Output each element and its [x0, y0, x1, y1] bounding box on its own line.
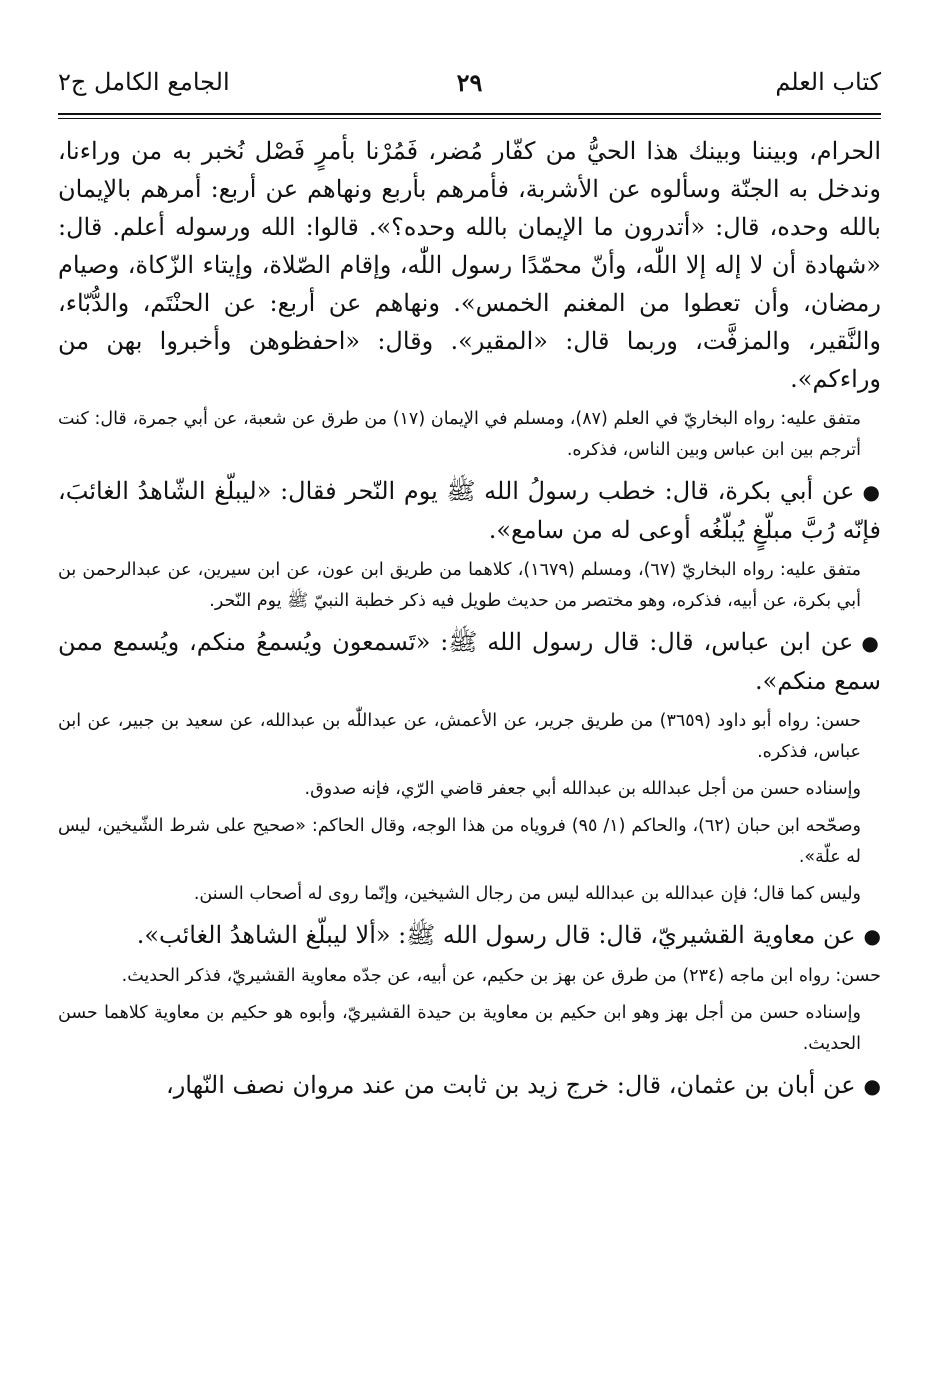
hadith-text: [58, 623, 881, 700]
paragraph-text: وليس كما قال؛ فإن عبدالله بن عبدالله ليس من رجال الشيخين، وإنّما روى له أصحاب السنن.: [193, 884, 861, 904]
hadith-text: [58, 472, 881, 549]
paragraph-text: حسن: رواه ابن ماجه (٢٣٤) من طرق عن بهز بن حكيم، عن أبيه، عن جدّه معاوية القشيريّ، فذكر الحديث.: [121, 966, 881, 986]
takhrij-note: [58, 706, 881, 768]
paragraph-text: متفق عليه: رواه البخاريّ (٦٧)، ومسلم (١٦٧٩)، كلاهما من طريق ابن عون، عن ابن سيرين، عن عبدالرحمن بن أبي بكرة، عن أبيه، فذكره، وهو مختصر من حديث طويل فيه ذكر خطبة النبيّ ﷺ يوم النّحر.: [58, 560, 861, 611]
hadith-text: [58, 1066, 881, 1105]
header-rule-thick: [58, 113, 881, 115]
takhrij-note: [58, 879, 881, 910]
paragraph-text: وإسناده حسن من أجل بهز وهو ابن حكيم بن معاوية بن حيدة القشيريّ، وأبوه هو حكيم بن معاوية كلاهما حسن الحديث.: [58, 1003, 861, 1054]
paragraph-text: وصحّحه ابن حبان (٦٢)، والحاكم (١/ ٩٥) فروياه من هذا الوجه، وقال الحاكم: «صحيح على شرط الشّيخين، ليس له علّة».: [58, 816, 862, 867]
running-header: [58, 62, 881, 106]
takhrij-note: [58, 404, 881, 466]
takhrij-note: [58, 961, 881, 992]
takhrij-note: [58, 811, 881, 873]
paragraph-text: عن أبان بن عثمان، قال: خرج زيد بن ثابت من عند مروان نصف النّهار،: [165, 1071, 856, 1099]
bullet-icon: ●: [862, 480, 881, 504]
paragraph-text: متفق عليه: رواه البخاريّ في العلم (٨٧)، ومسلم في الإيمان (١٧) من طرق عن شعبة، عن أبي جمرة، قال: كنت أترجم بين ابن عباس وبين الناس، فذكره.: [58, 409, 861, 460]
paragraph-text: وإسناده حسن من أجل عبدالله بن عبدالله أبي جعفر قاضي الرّي، فإنه صدوق.: [304, 779, 861, 799]
paragraph-text: حسن: رواه أبو داود (٣٦٥٩) من طريق جرير، عن الأعمش، عن عبداللّٰه بن عبدالله، عن سعيد بن جبير، عن ابن عباس، فذكره.: [58, 711, 861, 762]
paragraph-text: الحرام، وبيننا وبينك هذا الحيُّ من كفّار مُضر، فَمُرْنا بأمرٍ فَصْل نُخبر به من وراءنا، وندخل به الجنّة وسألوه عن الأشربة، فأمرهم بأربع ونهاهم عن أربع: أمرهم بالإيمان بالله وحده، قال: «أتدرون ما الإيمان بالله وحده؟». قالوا: الله ورسوله أعلم. قال: «شهادة أن لا إله إلا اللّٰه، وأنّ محمّدًا رسول اللّٰه، وإقام الصّلاة، وإيتاء الزّكاة، وصيام رمضان، وأن تعطوا من المغنم الخمس». ونهاهم عن أربع: عن الحنْتَم، والدُّبّاء، والنَّقير، والمزفَّت، وربما قال: «المقير». وقال: «احفظوهن وأخبروا بهن من وراءكم».: [58, 137, 882, 393]
paragraph-text: عن أبي بكرة، قال: خطب رسولُ الله ﷺ يوم النّحر فقال: «ليبلّغ الشّاهدُ الغائبَ، فإنّه رُبَّ مبلّغٍ يُبلّغُه أوعى له من سامع».: [58, 477, 881, 544]
book-title: كتاب العلم: [775, 68, 881, 96]
takhrij-note: [58, 555, 881, 617]
takhrij-note: [58, 998, 881, 1060]
hadith-text: [58, 132, 881, 398]
paragraph-text: عن معاوية القشيريّ، قال: قال رسول الله ﷺ: «ألا ليبلّغ الشاهدُ الغائب».: [136, 921, 856, 949]
bullet-icon: ●: [861, 631, 881, 655]
bullet-icon: ●: [863, 1074, 881, 1098]
takhrij-note: [58, 774, 881, 805]
page-number: ٢٩: [456, 68, 483, 97]
collection-title: الجامع الكامل ج٢: [58, 68, 230, 96]
paragraph-text: عن ابن عباس، قال: قال رسول الله ﷺ: «تَسمعون ويُسمعُ منكم، ويُسمع ممن سمع منكم».: [58, 628, 881, 695]
bullet-icon: ●: [863, 924, 881, 948]
header-rule-thin: [58, 118, 881, 119]
page-body: [58, 132, 881, 1111]
hadith-text: [58, 916, 881, 955]
